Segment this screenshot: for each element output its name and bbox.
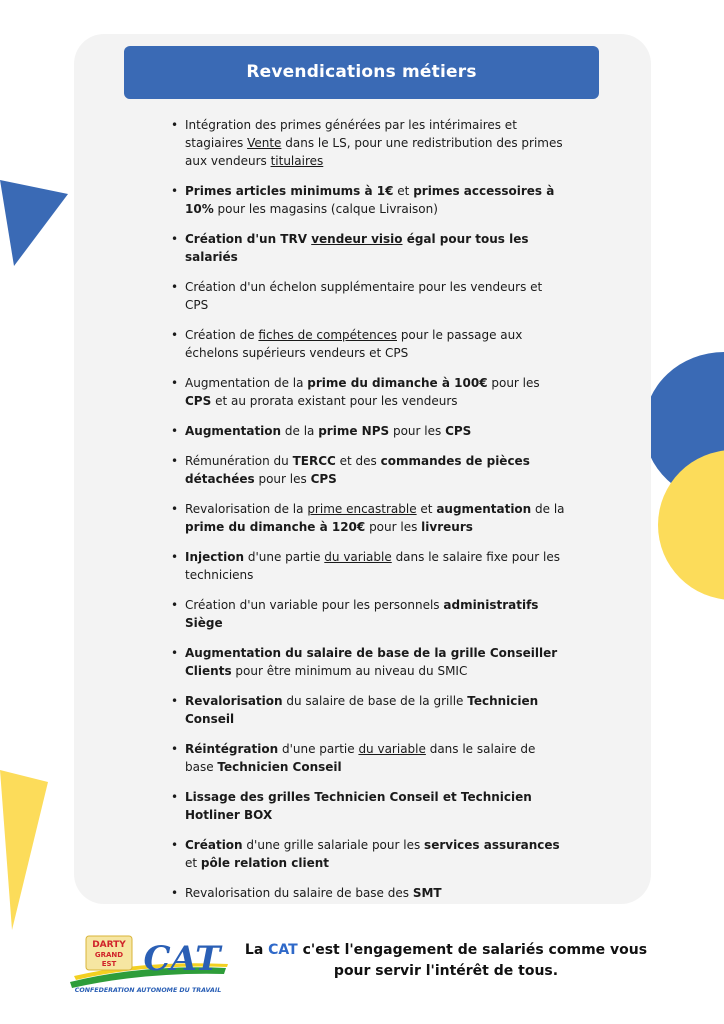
demand-item: • Création d'un variable pour les personnels administratifs Siège xyxy=(171,596,566,632)
cat-logo xyxy=(64,930,232,994)
demand-item: • Revalorisation du salaire de base des SMT xyxy=(171,884,566,902)
logo-cat-text: CAT xyxy=(143,939,221,979)
demand-item: • Augmentation de la prime du dimanche à 100€ pour les CPS et au prorata existant pour les vendeurs xyxy=(171,374,566,410)
footer-slogan xyxy=(236,940,656,982)
page-title: Revendications métiers xyxy=(124,46,599,99)
demand-item: • Revalorisation de la prime encastrable et augmentation de la prime du dimanche à 120€ pour les livreurs xyxy=(171,500,566,536)
demand-item: • Création de fiches de compétences pour le passage aux échelons supérieurs vendeurs et CPS xyxy=(171,326,566,362)
demand-item: • Création d'un échelon supplémentaire pour les vendeurs et CPS xyxy=(171,278,566,314)
demand-item: • Revalorisation du salaire de base de la grille Technicien Conseil xyxy=(171,692,566,728)
yellow-circle-right xyxy=(655,450,724,600)
demand-item: • Augmentation du salaire de base de la grille Conseiller Clients pour être minimum au niveau du SMIC xyxy=(171,644,566,680)
demands-list xyxy=(171,116,566,902)
demand-item: • Réintégration d'une partie du variable dans le salaire de base Technicien Conseil xyxy=(171,740,566,776)
demand-item: • Rémunération du TERCC et des commandes de pièces détachées pour les CPS xyxy=(171,452,566,488)
demand-item: • Primes articles minimums à 1€ et primes accessoires à 10% pour les magasins (calque Livraison) xyxy=(171,182,566,218)
logo-grand-text: GRAND xyxy=(94,951,124,959)
slogan-cat: CAT xyxy=(268,942,298,958)
yellow-triangle-left xyxy=(0,770,70,935)
slogan-line-2: pour servir l'intérêt de tous. xyxy=(333,963,559,979)
demand-item: • Injection d'une partie du variable dans le salaire fixe pour les techniciens xyxy=(171,548,566,584)
logo-tagline: CONFEDERATION AUTONOME DU TRAVAIL xyxy=(74,987,222,994)
demand-item: • Augmentation de la prime NPS pour les CPS xyxy=(171,422,566,440)
demand-item: • Création d'un TRV vendeur visio égal pour tous les salariés xyxy=(171,230,566,266)
demand-item: • Intégration des primes générées par les intérimaires et stagiaires Vente dans le LS, pour une redistribution des primes aux vendeurs titulaires xyxy=(171,116,566,170)
slogan-line-1: La CAT c'est l'engagement de salariés comme vous xyxy=(244,942,648,958)
demand-item: • Lissage des grilles Technicien Conseil et Technicien Hotliner BOX xyxy=(171,788,566,824)
logo-est-text: EST xyxy=(101,960,117,968)
logo-darty-text: DARTY xyxy=(92,940,126,950)
demand-item: • Création d'une grille salariale pour les services assurances et pôle relation client xyxy=(171,836,566,872)
blue-triangle-left xyxy=(0,180,70,270)
